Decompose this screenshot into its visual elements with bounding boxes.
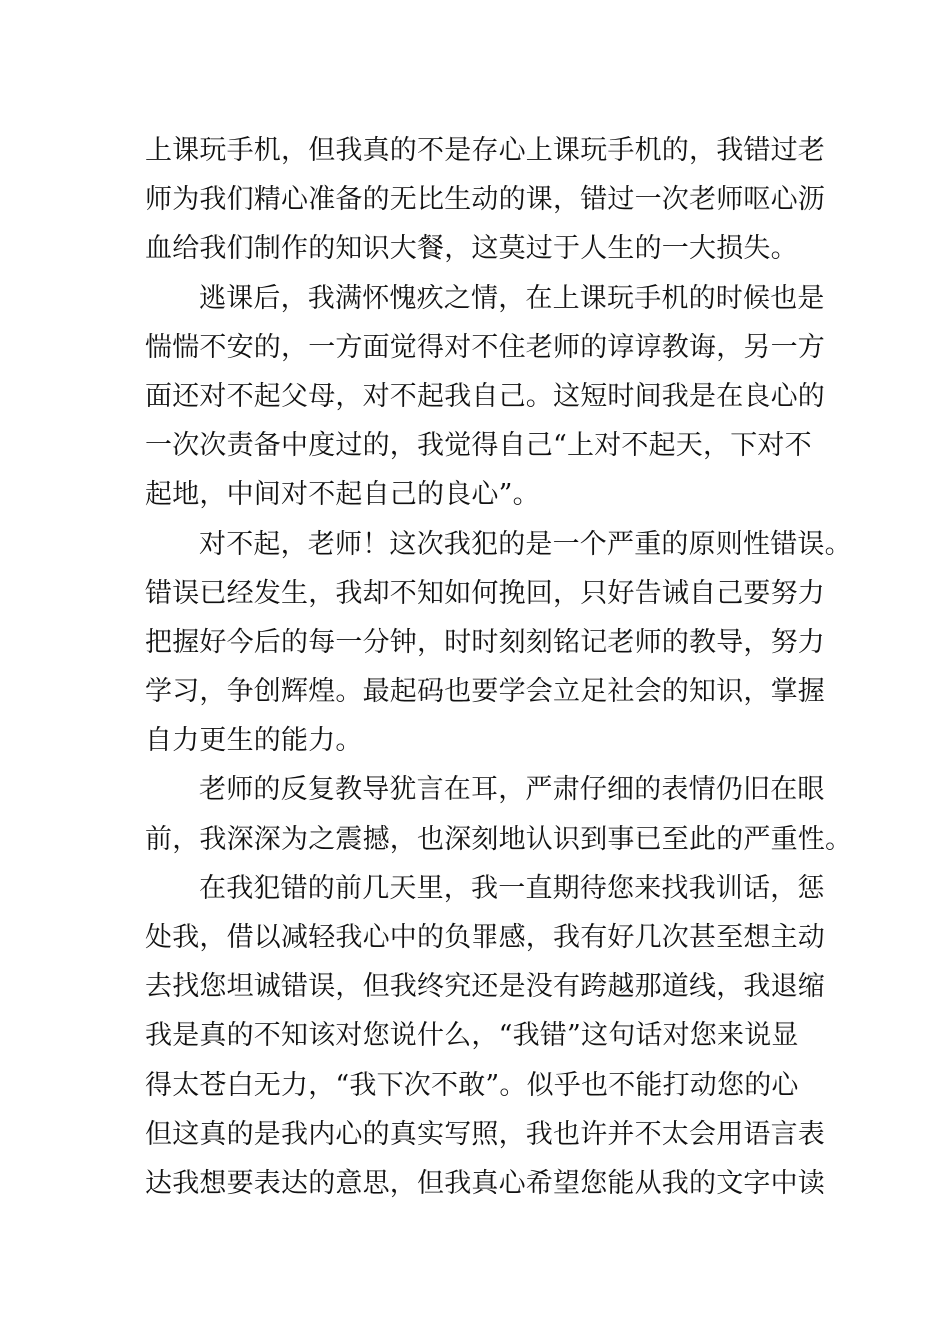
text-line: 惴惴不安的，一方面觉得对不住老师的谆谆教诲，另一方 (145, 331, 825, 363)
document-body (145, 126, 853, 1208)
text-line: 在我犯错的前几天里，我一直期待您来找我训话，惩 (199, 872, 825, 904)
text-line: 达我想要表达的意思，但我真心希望您能从我的文字中读 (145, 1167, 825, 1199)
text-line: 对不起，老师！这次我犯的是一个严重的原则性错误。 (199, 528, 852, 560)
text-line: 自力更生的能力。 (145, 725, 363, 757)
text-line: 得太苍白无力，“我下次不敢”。似乎也不能打动您的心 (145, 1069, 799, 1101)
text-line: 错误已经发生，我却不知如何挽回，只好告诫自己要努力 (145, 577, 825, 609)
text-line: 一次次责备中度过的，我觉得自己“上对不起天，下对不 (145, 430, 812, 462)
text-line: 上课玩手机，但我真的不是存心上课玩手机的，我错过老 (145, 135, 825, 166)
text-line: 老师的反复教导犹言在耳，严肃仔细的表情仍旧在眼 (199, 774, 825, 806)
paragraph-3 (145, 520, 852, 766)
text-line: 逃课后，我满怀愧疚之情，在上课玩手机的时候也是 (199, 282, 825, 314)
text-line: 去找您坦诚错误，但我终究还是没有跨越那道线，我退缩 (145, 971, 825, 1003)
paragraph-4 (145, 765, 853, 863)
paragraph-1 (145, 126, 825, 274)
text-line: 把握好今后的每一分钟，时时刻刻铭记老师的教导，努力 (145, 626, 825, 658)
paragraph-2 (145, 274, 825, 520)
text-line: 面还对不起父母，对不起我自己。这短时间我是在良心的 (145, 380, 825, 412)
paragraph-5 (145, 864, 825, 1208)
text-line: 但这真的是我内心的真实写照，我也许并不太会用语言表 (145, 1118, 825, 1150)
text-line: 起地，中间对不起自己的良心”。 (145, 479, 540, 511)
text-line: 我是真的不知该对您说什么，“我错”这句话对您来说显 (145, 1020, 799, 1052)
text-line: 学习，争创辉煌。最起码也要学会立足社会的知识，掌握 (145, 676, 825, 708)
text-line: 前，我深深为之震撼，也深刻地认识到事已至此的严重性。 (145, 823, 853, 855)
text-line: 血给我们制作的知识大餐，这莫过于人生的一大损失。 (145, 233, 798, 265)
text-line: 师为我们精心准备的无比生动的课，错过一次老师呕心沥 (145, 184, 825, 216)
text-line: 处我，借以减轻我心中的负罪感，我有好几次甚至想主动 (145, 922, 825, 953)
